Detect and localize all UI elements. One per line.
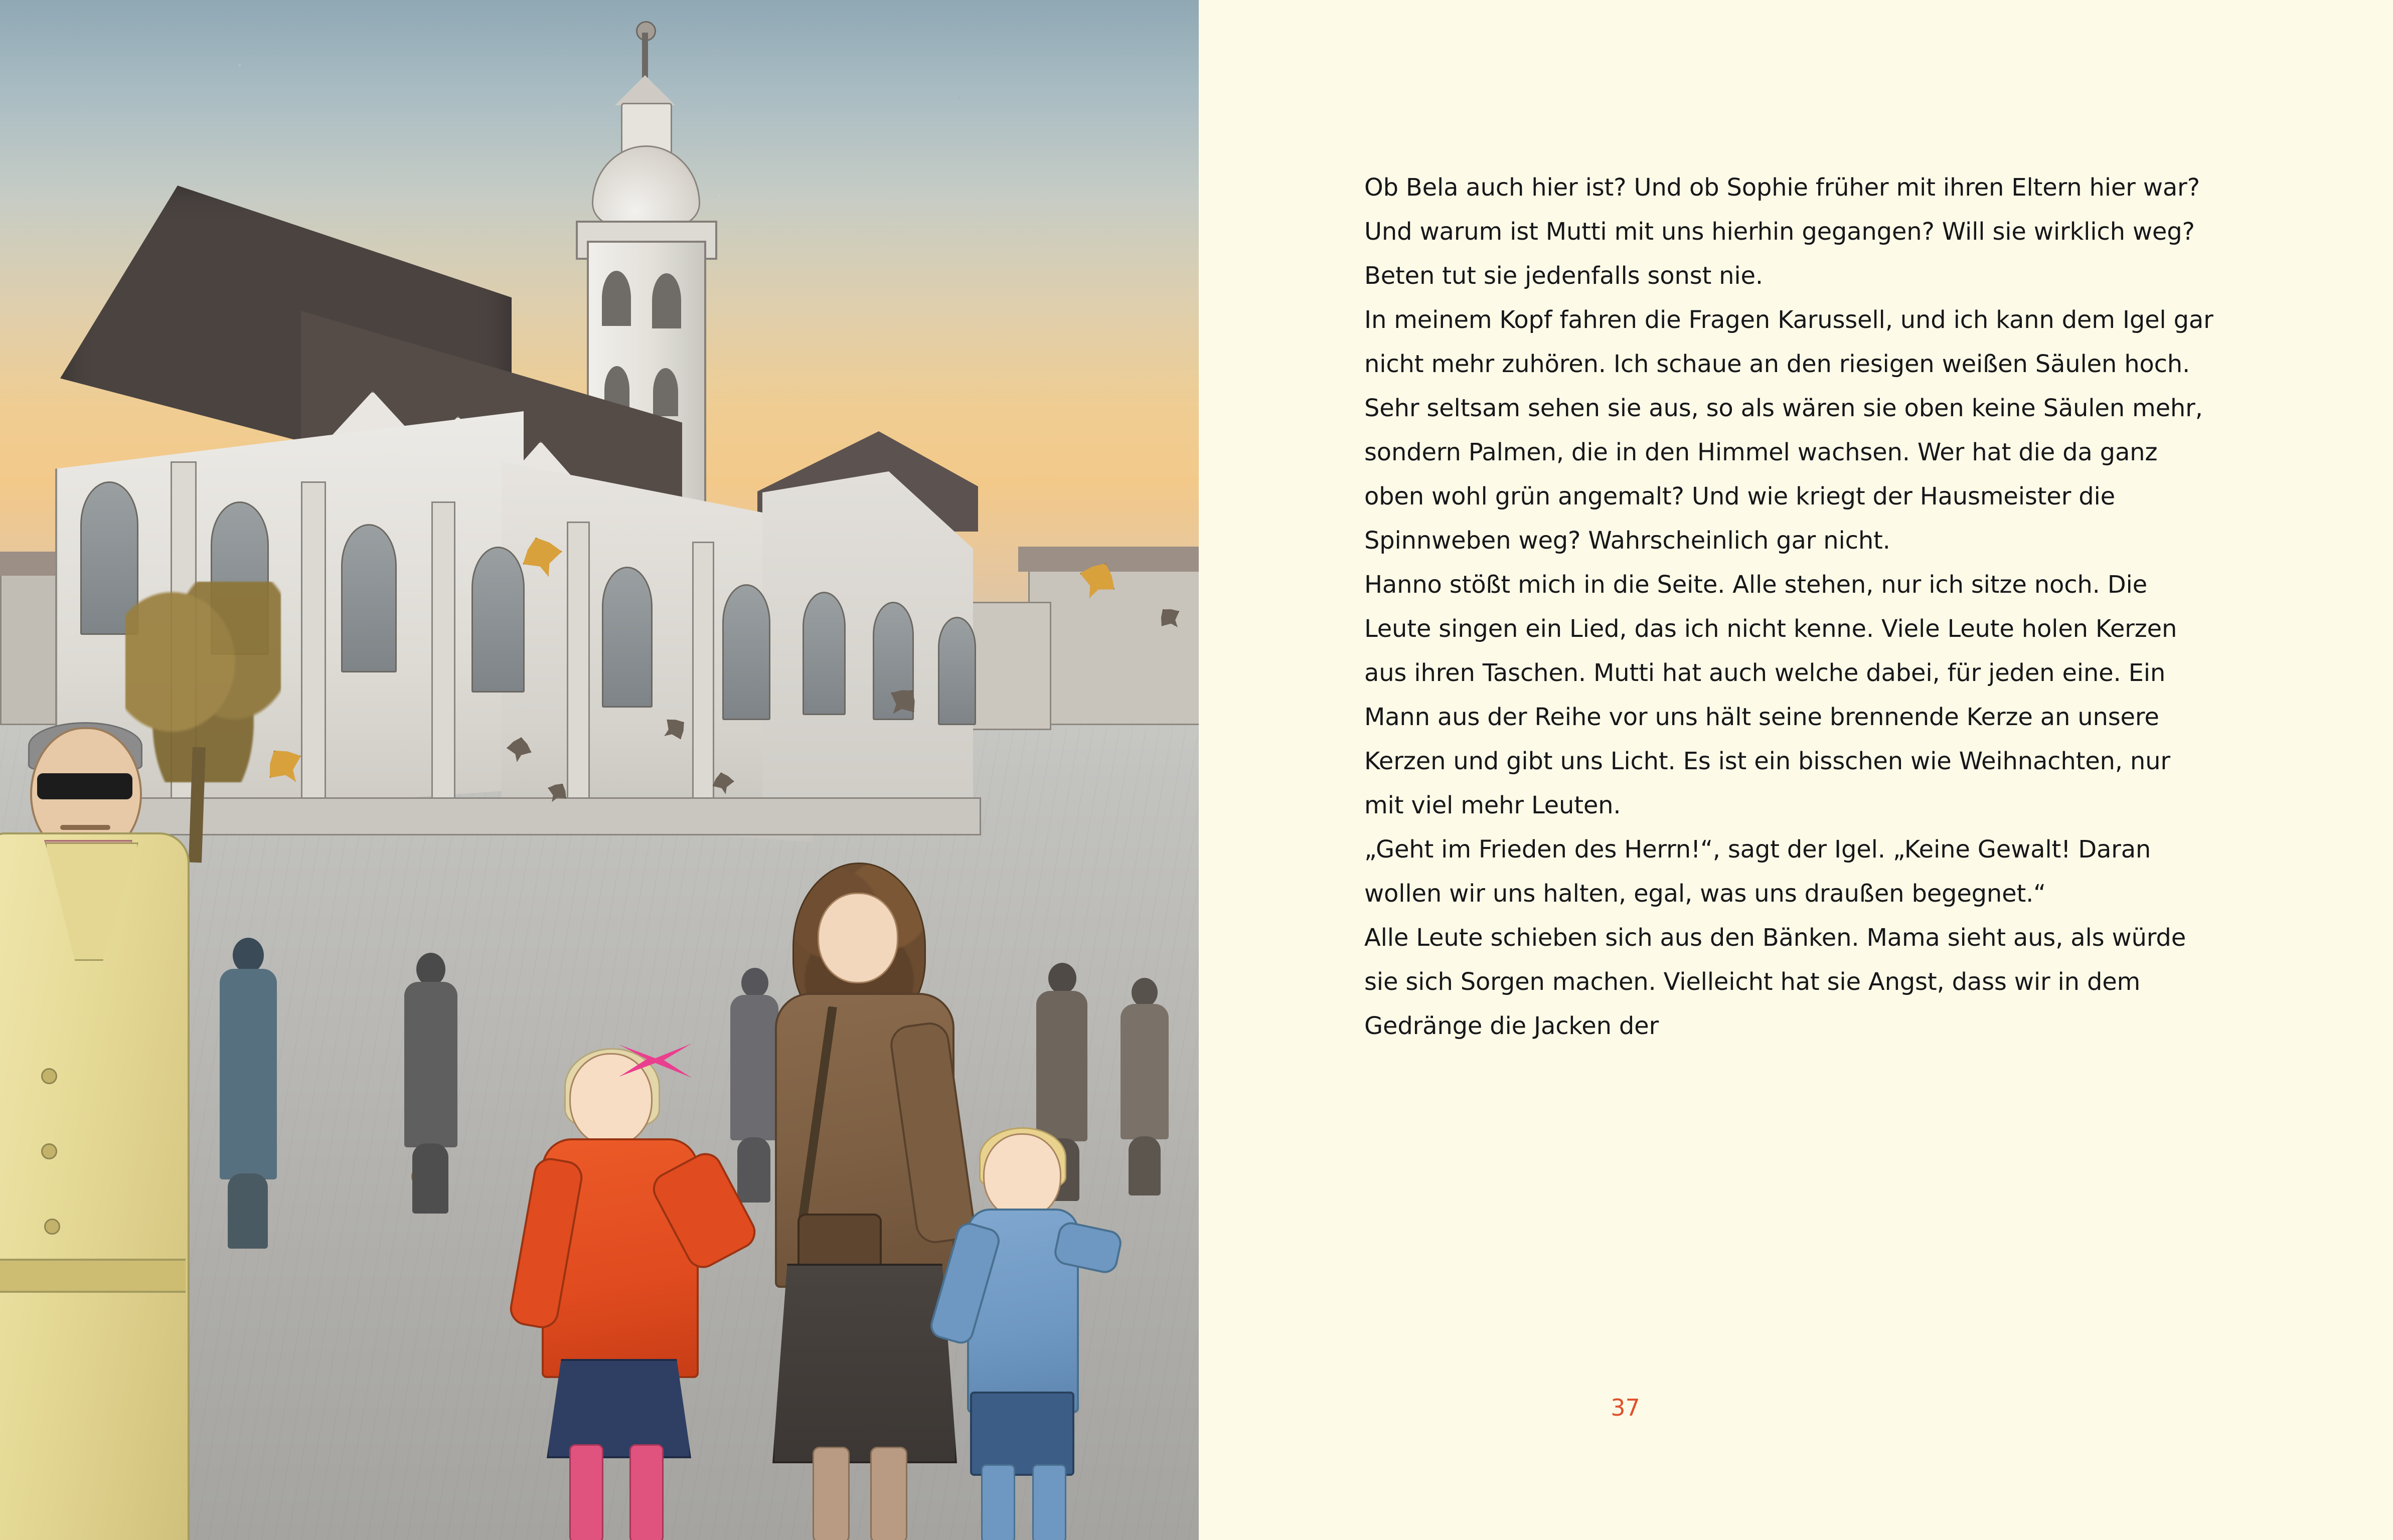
sunglasses-icon bbox=[37, 773, 132, 799]
paragraph: Hanno stößt mich in die Seite. Alle stehen, nur ich sitze noch. Die Leute singen ein Lied, das ich nicht kenne. Viele Leute holen Kerzen aus ihren Taschen. Mutti hat auch welche dabei, für jeden eine. Ein Mann aus der Reihe vor uns hält seine brennende Kerze an unsere Kerzen und gibt uns Licht. Es ist ein bisschen wie Weihnachten, nur mit viel mehr Leuten. bbox=[1364, 571, 2177, 819]
church-window bbox=[471, 547, 525, 693]
paragraph: In meinem Kopf fahren die Fragen Karussell, und ich kann dem Igel gar nicht mehr zuhören. Ich schaue an den riesigen weißen Säulen hoch. Sehr seltsam sehen sie aus, so als wären sie oben keine Säulen mehr, sondern Palmen, die in den Himmel wachsen. Wer hat die da ganz oben wohl grün angemalt? Und wie kriegt der Hausmeister die Spinnweben weg? Wahrscheinlich gar nicht. bbox=[1364, 306, 2213, 555]
text-page bbox=[1199, 0, 2393, 1540]
paragraph: „Geht im Frieden des Herrn!“, sagt der Igel. „Keine Gewalt! Daran wollen wir uns halten, egal, was uns draußen begegnet.“ bbox=[1364, 835, 2151, 908]
page-number-value: 37 bbox=[1611, 1394, 1640, 1421]
woman-leg-right bbox=[870, 1447, 907, 1540]
page-number bbox=[1199, 1394, 2393, 1421]
man-coat-belt bbox=[0, 1259, 186, 1293]
crowd-figure-head bbox=[416, 953, 445, 986]
crowd-figure-legs bbox=[1129, 1136, 1161, 1195]
buttress bbox=[431, 501, 455, 835]
crowd-figure-body bbox=[404, 982, 457, 1147]
girl-leg-right bbox=[629, 1444, 664, 1540]
paragraph: Alle Leute schieben sich aus den Bänken. Mama sieht aus, als würde sie sich Sorgen machen. Vielleicht hat sie Angst, dass wir in dem Gedränge die Jacken der bbox=[1364, 924, 2186, 1040]
paragraph: Ob Bela auch hier ist? Und ob Sophie früher mit ihren Eltern hier war? Und warum ist Mutti mit uns hierhin gegangen? Will sie wirklich weg? Beten tut sie jedenfalls sonst nie. bbox=[1364, 174, 2200, 290]
girl-leg-left bbox=[569, 1444, 603, 1540]
buttress bbox=[567, 522, 590, 835]
crowd-figure-head bbox=[1132, 978, 1158, 1007]
crowd-figure-head bbox=[1048, 963, 1076, 994]
crowd-figure-legs bbox=[228, 1173, 268, 1249]
crowd-figure bbox=[1119, 978, 1174, 1193]
buttress bbox=[692, 542, 714, 835]
church-window bbox=[722, 584, 770, 720]
tower-window bbox=[602, 271, 631, 326]
man-mouth bbox=[60, 825, 110, 830]
crowd-figure-legs bbox=[412, 1143, 448, 1214]
church-window bbox=[602, 567, 653, 708]
man-coat-button bbox=[41, 1068, 57, 1084]
church-window bbox=[938, 617, 976, 725]
tower-window bbox=[652, 273, 681, 328]
man-in-trenchcoat bbox=[0, 717, 201, 1540]
body-text bbox=[1364, 165, 2217, 1048]
church-window bbox=[803, 592, 846, 715]
girl-red-jacket bbox=[517, 1033, 727, 1540]
crowd-figure bbox=[216, 938, 281, 1239]
man-coat-button bbox=[44, 1219, 60, 1235]
church-window bbox=[341, 524, 397, 672]
boy-shorts bbox=[970, 1392, 1074, 1476]
crowd-figure-body bbox=[1121, 1004, 1169, 1139]
girl-skirt bbox=[547, 1359, 691, 1458]
crowd-figure-head bbox=[233, 938, 264, 973]
boy-leg-left bbox=[981, 1464, 1015, 1540]
tower-spire bbox=[642, 33, 648, 78]
tower-dome bbox=[592, 145, 700, 229]
boy-blue-jacket bbox=[948, 1118, 1119, 1540]
boy-head bbox=[983, 1133, 1061, 1219]
crowd-figure bbox=[401, 953, 461, 1214]
tower-window bbox=[653, 368, 678, 416]
woman-head bbox=[818, 893, 898, 983]
crowd-figure-body bbox=[220, 969, 277, 1179]
woman-skirt bbox=[772, 1264, 957, 1463]
woman-leg-left bbox=[813, 1447, 850, 1540]
buttress bbox=[301, 481, 326, 830]
boy-leg-right bbox=[1032, 1464, 1066, 1540]
man-coat-button bbox=[41, 1143, 57, 1159]
